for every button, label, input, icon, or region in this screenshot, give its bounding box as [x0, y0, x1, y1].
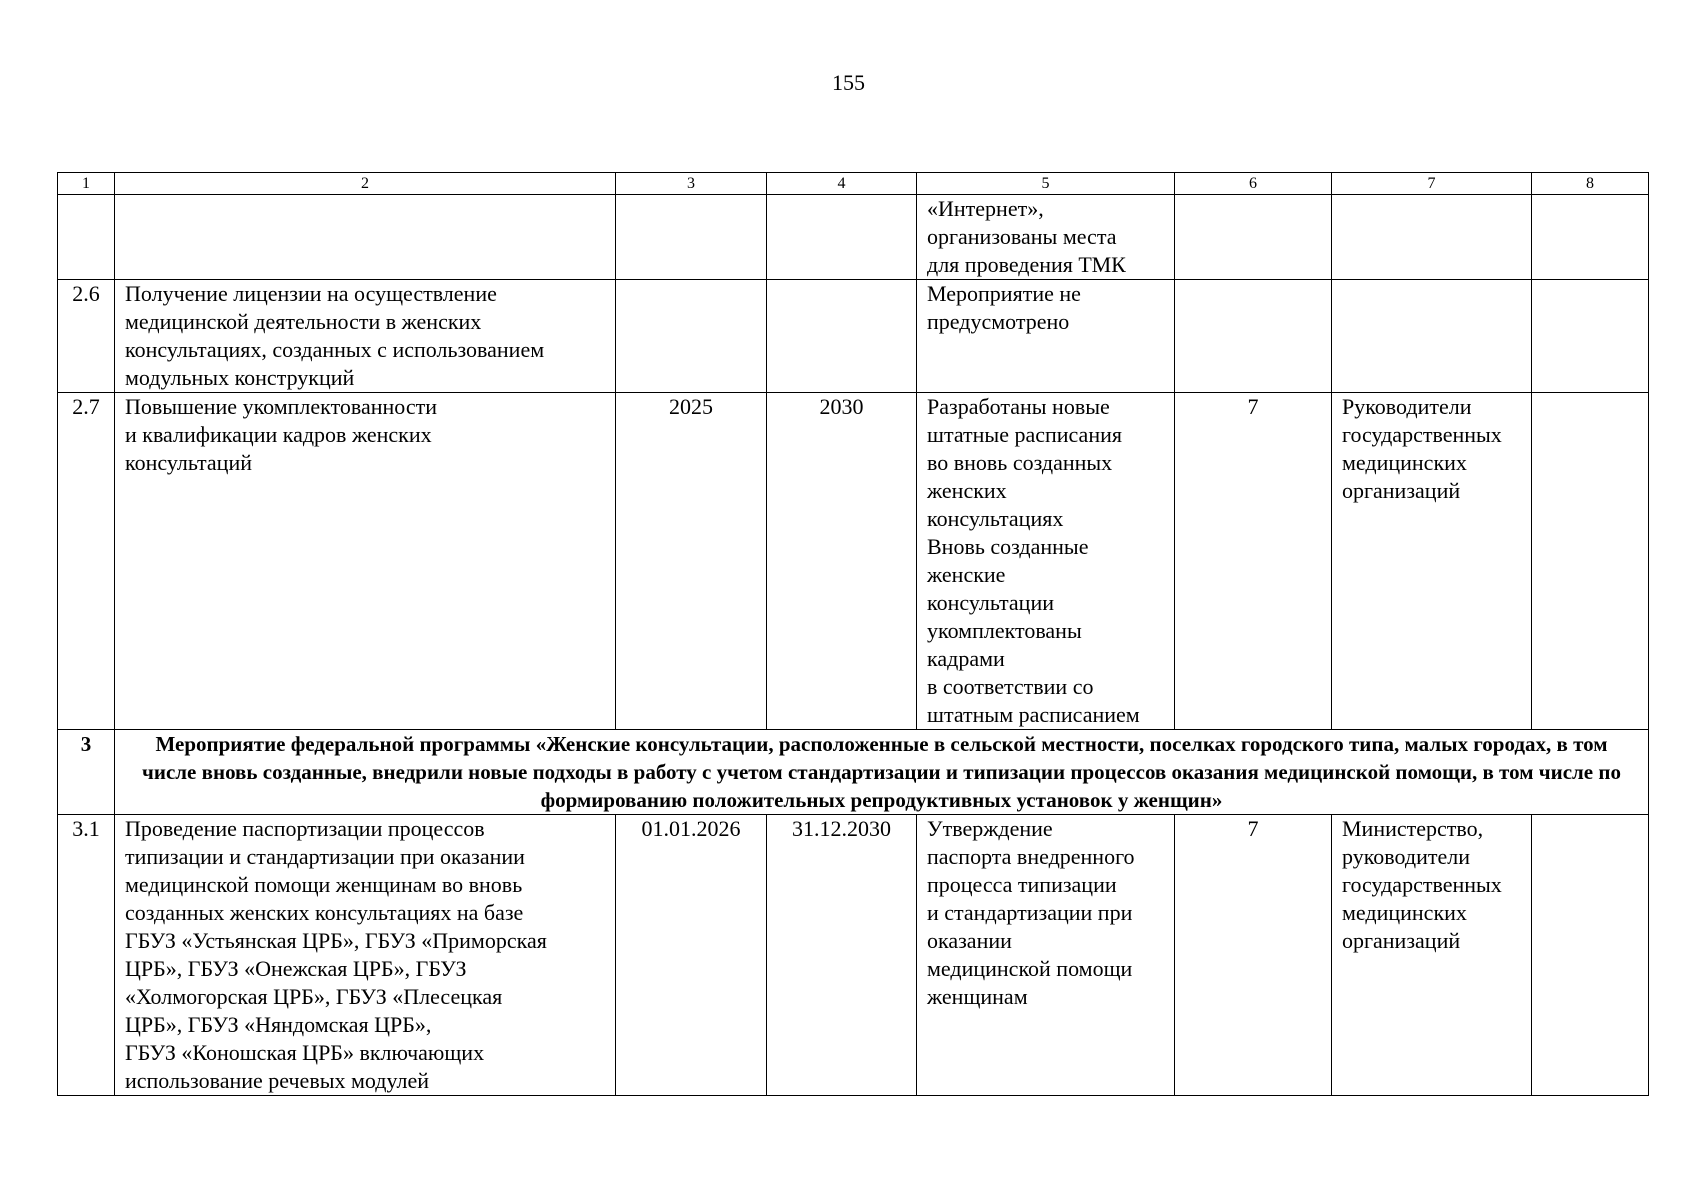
- start-date-cell: [616, 195, 767, 280]
- start-date-cell: [616, 280, 767, 393]
- activity-name-cell: Повышение укомплектованности и квалификации кадров женских консультаций: [115, 393, 616, 730]
- responsible-cell: Министерство, руководители государственных медицинских организаций: [1332, 815, 1532, 1096]
- responsible-cell: Руководители государственных медицинских организаций: [1332, 393, 1532, 730]
- column-number: 3: [616, 173, 767, 195]
- column-number-row: [58, 173, 1649, 195]
- responsible-cell: [1332, 195, 1532, 280]
- responsible-cell: [1332, 280, 1532, 393]
- table-row: [58, 195, 1649, 280]
- end-date-cell: 2030: [767, 393, 917, 730]
- column-number: 2: [115, 173, 616, 195]
- row-number-cell: [58, 195, 115, 280]
- table-row: [58, 280, 1649, 393]
- indicator-cell: [1175, 280, 1332, 393]
- page-number: 155: [832, 70, 865, 95]
- column-number: 6: [1175, 173, 1332, 195]
- activity-name-cell: Получение лицензии на осуществление медицинской деятельности в женских консультациях, созданных с использованием модульных конструкций: [115, 280, 616, 393]
- column-8-cell: [1532, 815, 1649, 1096]
- column-8-cell: [1532, 393, 1649, 730]
- section-number: 3: [58, 730, 115, 815]
- column-number: 1: [58, 173, 115, 195]
- start-date-cell: 01.01.2026: [616, 815, 767, 1096]
- column-8-cell: [1532, 280, 1649, 393]
- column-number: 7: [1332, 173, 1532, 195]
- row-number-cell: 3.1: [58, 815, 115, 1096]
- result-cell: «Интернет», организованы места для проведения ТМК: [917, 195, 1175, 280]
- section-heading-row: [58, 730, 1649, 815]
- indicator-cell: 7: [1175, 815, 1332, 1096]
- activity-name-cell: Проведение паспортизации процессов типизации и стандартизации при оказании медицинской помощи женщинам во вновь созданных женских консультациях на базе ГБУЗ «Устьянская ЦРБ», ГБУЗ «Приморская ЦРБ», ГБУЗ «Онежская ЦРБ», ГБУЗ «Холмогорская ЦРБ», ГБУЗ «Плесецкая ЦРБ», ГБУЗ «Няндомская ЦРБ», ГБУЗ «Коношская ЦРБ» включающих использование речевых модулей: [115, 815, 616, 1096]
- row-number-cell: 2.6: [58, 280, 115, 393]
- column-number: 8: [1532, 173, 1649, 195]
- table-row: [58, 393, 1649, 730]
- end-date-cell: 31.12.2030: [767, 815, 917, 1096]
- result-cell: Утверждение паспорта внедренного процесса типизации и стандартизации при оказании медицинской помощи женщинам: [917, 815, 1175, 1096]
- end-date-cell: [767, 195, 917, 280]
- table-row: [58, 815, 1649, 1096]
- end-date-cell: [767, 280, 917, 393]
- start-date-cell: 2025: [616, 393, 767, 730]
- section-title: Мероприятие федеральной программы «Женские консультации, расположенные в сельской местности, поселках городского типа, малых городах, в том числе вновь созданные, внедрили новые подходы в работу с учетом стандартизации и типизации процессов оказания медицинской помощи, в том числе по формированию положительных репродуктивных установок у женщин»: [115, 730, 1649, 815]
- action-plan-table: [57, 172, 1649, 1096]
- indicator-cell: 7: [1175, 393, 1332, 730]
- row-number-cell: 2.7: [58, 393, 115, 730]
- column-number: 4: [767, 173, 917, 195]
- result-cell: Разработаны новые штатные расписания во вновь созданных женских консультациях Вновь созданные женские консультации укомплектованы кадрами в соответствии со штатным расписанием: [917, 393, 1175, 730]
- column-8-cell: [1532, 195, 1649, 280]
- activity-name-cell: [115, 195, 616, 280]
- indicator-cell: [1175, 195, 1332, 280]
- column-number: 5: [917, 173, 1175, 195]
- result-cell: Мероприятие не предусмотрено: [917, 280, 1175, 393]
